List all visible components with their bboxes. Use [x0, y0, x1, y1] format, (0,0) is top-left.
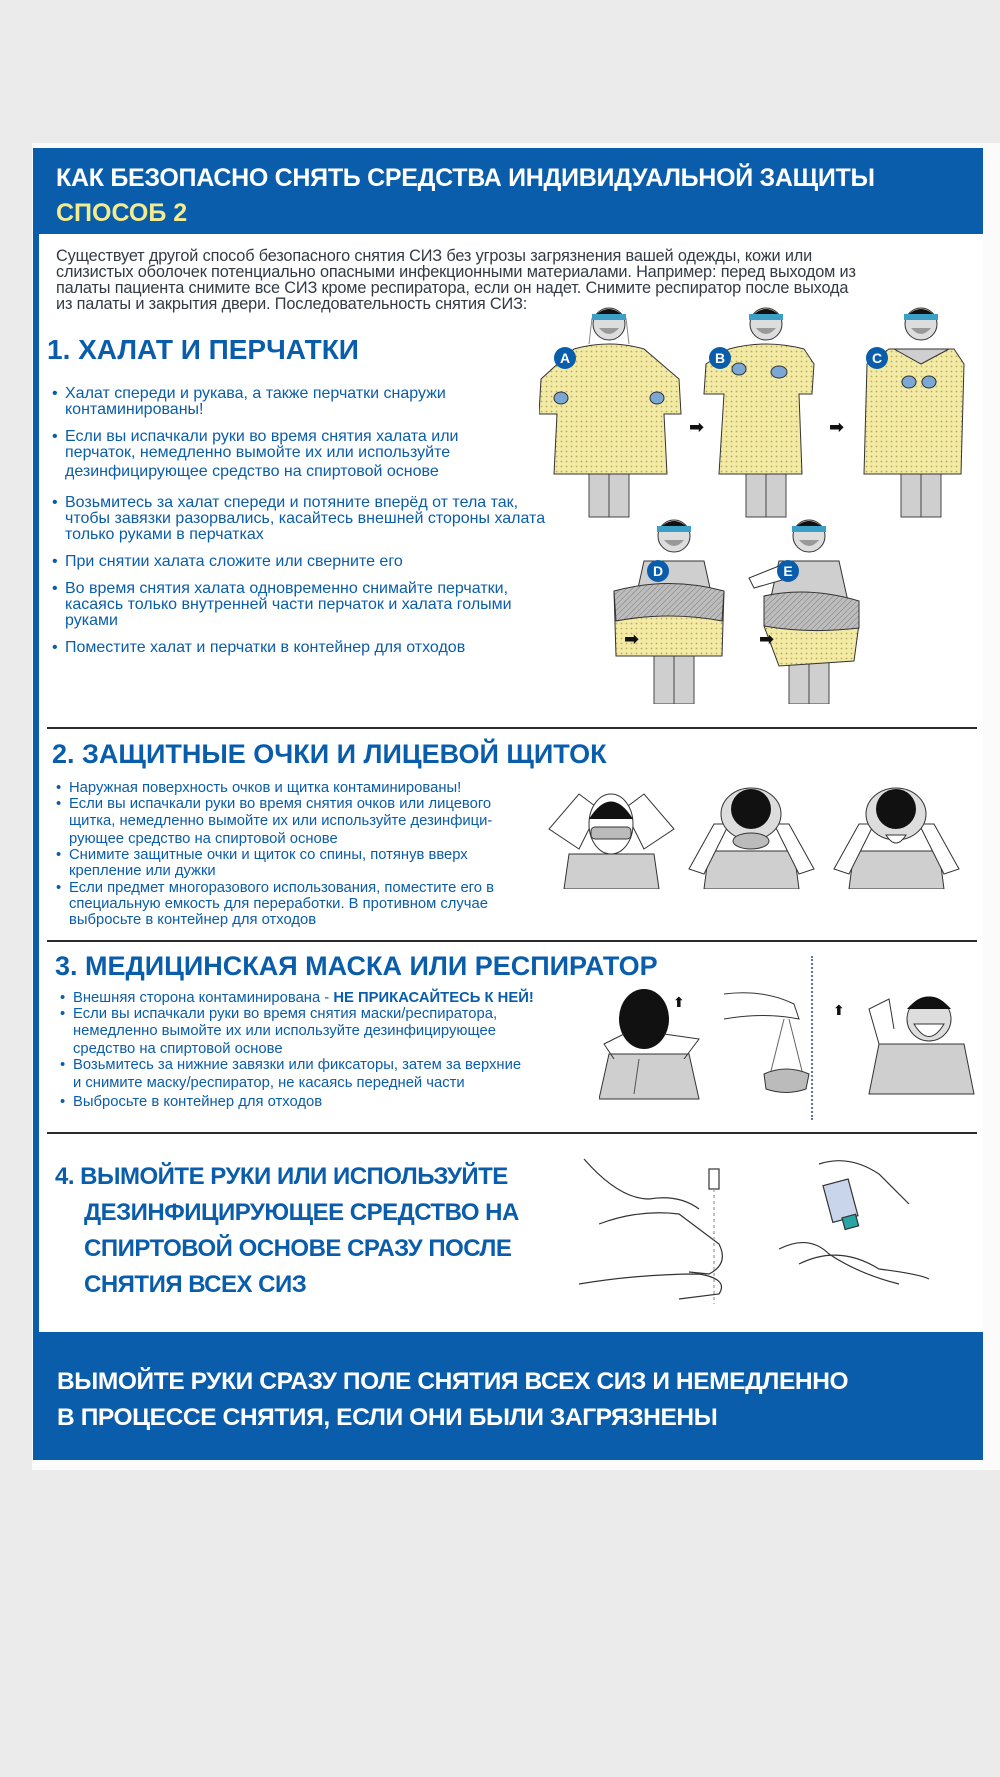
section-divider: [47, 727, 977, 729]
figure-handwashing: [579, 1159, 722, 1304]
intro-line: Существует другой способ безопасного снятия СИЗ без угрозы загрязнения вашей одежды, кожи или: [56, 247, 813, 265]
intro-line: палаты пациента снимите все СИЗ кроме респиратора, если он надет. Снимите респиратор после выхода: [56, 279, 849, 297]
poster-footer: [33, 1332, 983, 1460]
arrow-right-icon: ➡: [759, 629, 775, 649]
step-badge-c: C: [866, 347, 888, 369]
arrow-up-icon: ⬆: [833, 1002, 845, 1018]
bullet-item: • Если вы испачкали руки во время снятия халата или перчаток, немедленно вымойте их или используйте дезинфицирующее средство на спиртовой основе: [52, 429, 592, 480]
bullet-item: • При снятии халата сложите или сверните его: [52, 554, 592, 570]
section-1-title: 1. ХАЛАТ И ПЕРЧАТКИ: [47, 334, 359, 365]
section-2-title: 2. ЗАЩИТНЫЕ ОЧКИ И ЛИЦЕВОЙ ЩИТОК: [52, 739, 607, 769]
figure-mask-hanging: [724, 993, 809, 1093]
warning-text: НЕ ПРИКАСАЙТЕСЬ К НЕЙ!: [333, 990, 534, 1006]
section-divider: [47, 1132, 977, 1134]
step-badge-e: E: [777, 560, 799, 582]
section-1-bullets: [52, 386, 592, 671]
intro-paragraph: [56, 248, 956, 312]
intro-line: из палаты и закрытия двери. Последовательность снятия СИЗ:: [56, 295, 528, 313]
bullet-item: • Выбросьте в контейнер для отходов: [60, 1094, 600, 1110]
ppe-removal-poster: [33, 148, 983, 1460]
mask-removal-illustration: [599, 984, 979, 1104]
figure-goggles: [549, 794, 674, 889]
bullet-item: • Если вы испачкали руки во время снятия очков или лицевого щитка, немедленно вымойте их или используйте дезинфици- рующее средство на спиртовой основе: [56, 796, 556, 847]
bullet-item: • Если вы испачкали руки во время снятия маски/респиратора, немедленно вымойте их или используйте дезинфицирующее средство на спиртовой основе: [60, 1006, 600, 1057]
arrow-right-icon: ➡: [689, 417, 705, 437]
poster-header: [33, 148, 983, 234]
section-4-title: 4. ВЫМОЙТЕ РУКИ ИЛИ ИСПОЛЬЗУЙТЕ ДЕЗИНФИЦИРУЮЩЕЕ СРЕДСТВО НА СПИРТОВОЙ ОСНОВЕ СРАЗУ ПОСЛЕ СНЯТИЯ ВСЕХ СИЗ: [55, 1163, 519, 1298]
footer-warning: ВЫМОЙТЕ РУКИ СРАЗУ ПОЛЕ СНЯТИЯ ВСЕХ СИЗ И НЕМЕДЛЕННО В ПРОЦЕССЕ СНЯТИЯ, ЕСЛИ ОНИ БЫЛИ ЗАГРЯЗНЕНЫ: [57, 1368, 849, 1431]
bullet-item: • Возьмитесь за халат спереди и потяните вперёд от тела так, чтобы завязки разорвались, касайтесь внешней стороны халата только руками в перчатках: [52, 495, 592, 543]
bullet-item: • Поместите халат и перчатки в контейнер для отходов: [52, 640, 592, 656]
step-badge-d: D: [647, 560, 669, 582]
poster-title: КАК БЕЗОПАСНО СНЯТЬ СРЕДСТВА ИНДИВИДУАЛЬНОЙ ЗАЩИТЫ: [56, 164, 875, 192]
figure-c: [864, 308, 964, 517]
section-2-bullets: [56, 780, 556, 929]
figure-b: [704, 308, 814, 517]
bullet-item: • Наружная поверхность очков и щитка контаминированы!: [56, 780, 556, 796]
arrow-right-icon: ➡: [829, 417, 845, 437]
bullet-item: • Во время снятия халата одновременно снимайте перчатки, касаясь только внутренней части перчаток и халата голыми руками: [52, 581, 592, 629]
poster-content: [39, 234, 983, 1332]
figure-respirator-front: [869, 997, 974, 1095]
step-badge-b: B: [709, 347, 731, 369]
arrow-up-icon: ⬆: [673, 994, 685, 1010]
hand-hygiene-illustration: [579, 1154, 979, 1309]
poster-subtitle: СПОСОБ 2: [56, 199, 188, 227]
goggles-face-shield-removal-illustration: [544, 779, 974, 889]
step-badge-a: A: [554, 347, 576, 369]
figure-e: [749, 520, 859, 704]
bullet-item: • Снимите защитные очки и щиток со спины, потянув вверх крепление или дужки: [56, 847, 556, 880]
figure-face-shield-2: [834, 788, 959, 889]
figure-a: [539, 308, 681, 517]
figure-sanitizer: [779, 1161, 929, 1284]
bullet-item: • Халат спереди и рукава, а также перчатки снаружи контаминированы!: [52, 386, 592, 418]
figure-divider: [811, 956, 813, 1120]
section-3-bullets: [60, 990, 600, 1110]
bullet-item: • Внешняя сторона контаминирована - НЕ ПРИКАСАЙТЕСЬ К НЕЙ!: [60, 990, 600, 1006]
bullet-item: • Если предмет многоразового использования, поместите его в специальную емкость для переработки. В противном случае выбросьте в контейнер для отходов: [56, 880, 556, 929]
section-3-title: 3. МЕДИЦИНСКАЯ МАСКА ИЛИ РЕСПИРАТОР: [55, 951, 658, 981]
arrow-right-icon: ➡: [624, 629, 640, 649]
figure-d: [614, 520, 724, 704]
section-divider: [47, 940, 977, 942]
bullet-item: • Возьмитесь за нижние завязки или фиксаторы, затем за верхние и снимите маску/респиратор, не касаясь передней части: [60, 1057, 600, 1092]
intro-line: слизистых оболочек потенциально опасными инфекционными материалами. Например: перед выходом из: [56, 263, 856, 281]
figure-face-shield-1: [689, 788, 814, 889]
